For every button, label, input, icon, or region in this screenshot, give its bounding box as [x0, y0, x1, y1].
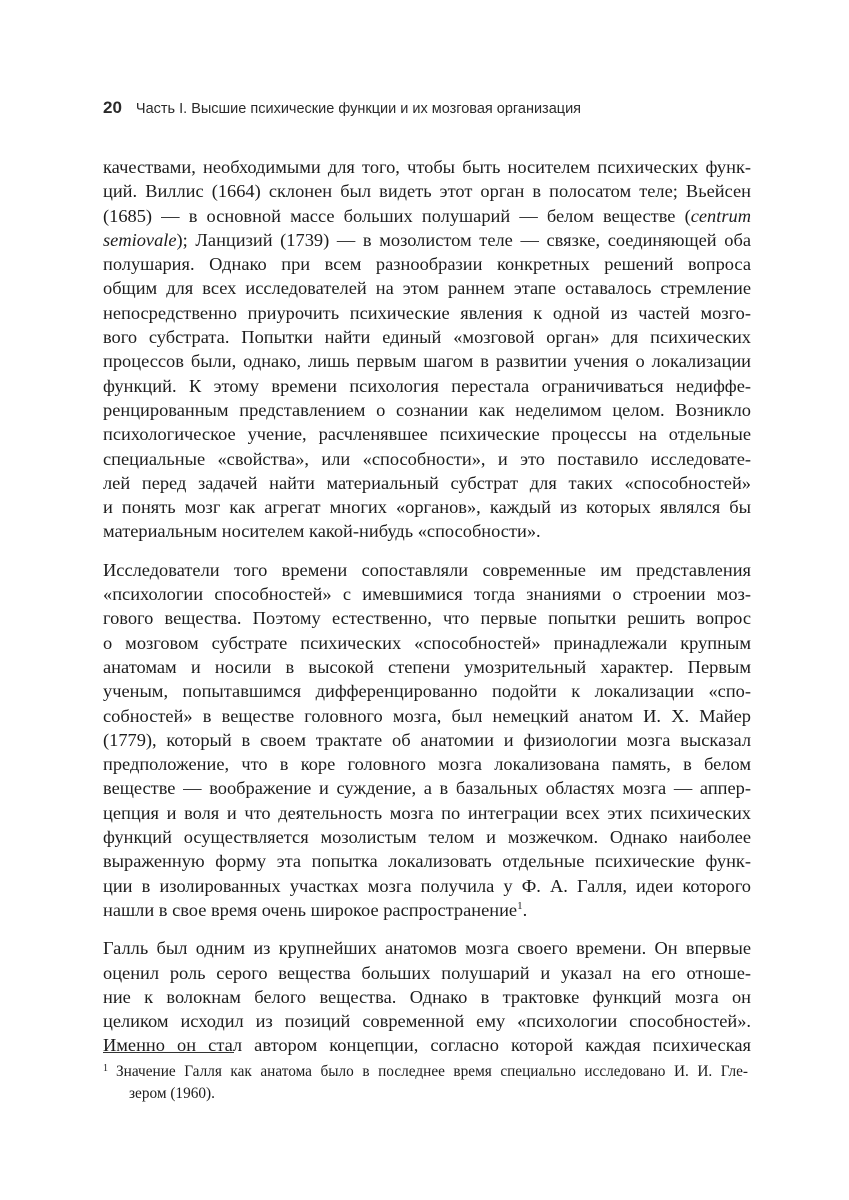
text-line: ций. Виллис (1664) склонен был видеть этот орган в полосатом теле; Вьейсен: [103, 181, 751, 202]
text-line: функций осуществляется мозолистым телом и мозжечком. Однако наиболее: [103, 827, 751, 848]
text-line: гового вещества. Поэтому естественно, что первые попытки решить вопрос: [103, 608, 751, 629]
text-line: предположение, что в коре головного мозга локализована память, в белом: [103, 754, 751, 775]
text-line-with-footnote: нашли в свое время очень широкое распространение$^1$.: [103, 899, 528, 920]
text-line: процессов были, однако, лишь первым шагом в развитии учения о локализации: [103, 351, 751, 372]
page-number: 20: [103, 98, 122, 117]
footnote-line: [103, 1058, 748, 1083]
footnote-marker: 1: [103, 1063, 108, 1074]
paragraph-2: [103, 558, 751, 922]
text-line: анатомам и носили в высокой степени умозрительный характер. Первым: [103, 656, 751, 677]
text-line: оценил роль серого вещества больших полушарий и указал на его отноше-: [103, 962, 751, 983]
text-line: материальным носителем какой-нибудь «способности».: [103, 521, 541, 542]
text-line: Исследователи того времени сопоставляли современные им представления: [103, 559, 751, 580]
text-line-content: нашли в свое время очень широкое распространение: [103, 899, 518, 920]
text-line: общим для всех исследователей на этом раннем этапе оставалось стремление: [103, 278, 751, 299]
text-line: целиком исходил из позиций современной ему «психологии способностей».: [103, 1011, 751, 1032]
text-line: Галль был одним из крупнейших анатомов мозга своего времени. Он впервые: [103, 938, 751, 959]
text-line: Именно он стал автором концепции, согласно которой каждая психическая: [103, 1035, 751, 1056]
body-text: [103, 155, 751, 1072]
text-line: semiovale); Ланцизий (1739) — в мозолистом теле — связке, соединяющей оба: [103, 229, 751, 250]
text-line: (1779), который в своем трактате об анатомии и физиологии мозга высказал: [103, 729, 751, 750]
text-line: качествами, необходимыми для того, чтобы быть носителем психических функ-: [103, 157, 751, 177]
text-line: ние к волокнам белого вещества. Однако в трактовке функций мозга он: [103, 986, 751, 1007]
text-line: собностей» в веществе головного мозга, был немецкий анатом И. Х. Майер: [103, 705, 751, 726]
footnote-reference[interactable]: 1: [517, 899, 523, 912]
text-line: веществе — воображение и суждение, а в базальных областях мозга — аппер-: [103, 778, 751, 799]
text-line: (1685) — в основной массе больших полушарий — белом веществе (centrum: [103, 205, 751, 226]
text-line: психологическое учение, расчленявшее психические процессы на отдельные: [103, 424, 751, 445]
footnote: [103, 1058, 748, 1105]
running-head: [103, 98, 581, 118]
chapter-title: Часть I. Высшие психические функции и их мозговая организация: [135, 101, 582, 117]
text-line: «психологии способностей» с имевшимися тогда знаниями о строении моз-: [103, 584, 751, 605]
paragraph-1: [103, 155, 751, 544]
text-line: специальные «свойства», или «способности», и это поставило исследовате-: [103, 448, 751, 469]
text-line: и понять мозг как агрегат многих «органов», каждый из которых являлся бы: [103, 497, 751, 518]
paragraph-3: [103, 936, 751, 1057]
text-line: ренцированным представлением о сознании как неделимом целом. Возникло: [103, 399, 751, 420]
text-line: полушария. Однако при всем разнообразии конкретных решений вопроса: [103, 254, 751, 275]
text-line: функций. К этому времени психология перестала ограничиваться недиффе-: [103, 375, 751, 396]
text-line: лей перед задачей найти материальный субстрат для таких «способностей»: [103, 472, 751, 493]
text-line: непосредственно приурочить психические явления к одной из частей мозго-: [103, 302, 751, 323]
footnote-text: Значение Галля как анатома было в последнее время специально исследовано И. И. Гле-: [116, 1063, 748, 1080]
footnote-line: зером (1960).: [129, 1085, 215, 1102]
footnote-divider: [103, 1052, 234, 1053]
text-line: выраженную форму эта попытка локализовать отдельные психические функ-: [103, 851, 751, 872]
text-line: ученым, попытавшимся дифференцированно подойти к локализации «спо-: [103, 681, 751, 702]
text-line: о мозговом субстрате психических «способностей» принадлежали крупным: [103, 632, 751, 653]
text-line: вого субстрата. Попытки найти единый «мозговой орган» для психических: [103, 327, 751, 348]
text-line: ции в изолированных участках мозга получила у Ф. А. Галля, идеи которого: [103, 875, 751, 896]
text-line: цепция и воля и что деятельность мозга по интеграции всех этих психических: [103, 802, 751, 823]
